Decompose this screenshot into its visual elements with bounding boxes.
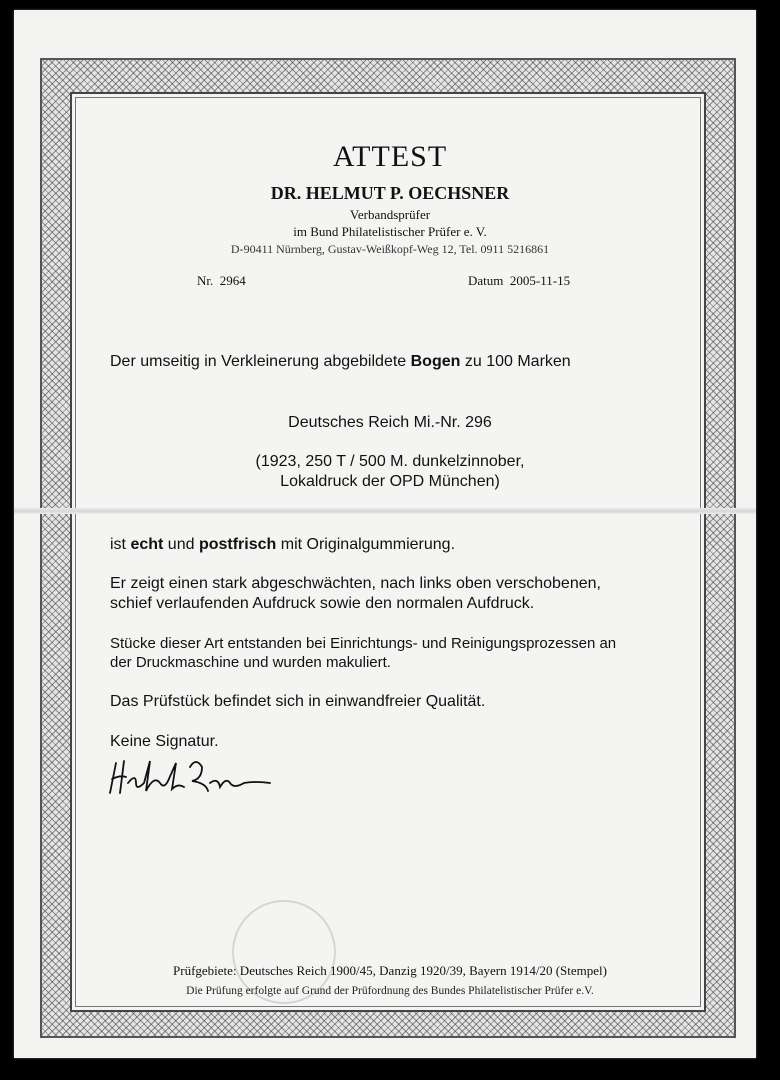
examination-rules: Die Prüfung erfolgte auf Grund der Prüfordnung des Bundes Philatelistischer Prüfer e.V. — [186, 985, 594, 997]
quality-statement: Das Prüfstück befindet sich in einwandfreier Qualität. — [110, 693, 486, 710]
stamp-catalog-number: Deutsches Reich Mi.-Nr. 296 — [288, 414, 492, 431]
datum-label: Datum — [468, 273, 504, 288]
certificate-date — [468, 273, 570, 289]
description-line-1: Er zeigt einen stark abgeschwächten, nach links oben verschobenen, — [110, 575, 601, 592]
paper-fold — [14, 508, 756, 514]
examination-scope: Prüfgebiete: Deutsches Reich 1900/45, Danzig 1920/39, Bayern 1914/20 (Stempel) — [173, 963, 607, 978]
examiner-association: im Bund Philatelistischer Prüfer e. V. — [293, 224, 487, 239]
origin-line-1: Stücke dieser Art entstanden bei Einrichtungs- und Reinigungsprozessen an — [110, 635, 617, 652]
examiner-address: D-90411 Nürnberg, Gustav-Weißkopf-Weg 12, Tel. 0911 5216861 — [230, 242, 550, 256]
origin-line-2: der Druckmaschine und wurden makuliert. — [110, 654, 391, 671]
datum-value: 2005-11-15 — [509, 273, 571, 288]
signature-note: Keine Signatur. — [110, 733, 219, 750]
handwritten-signature — [106, 753, 274, 799]
stamp-detail-2: Lokaldruck der OPD München) — [280, 473, 500, 490]
certificate-number — [197, 273, 246, 289]
examiner-role: Verbandsprüfer — [349, 207, 431, 222]
stamp-detail-1: (1923, 250 T / 500 M. dunkelzinnober, — [255, 453, 525, 470]
description-line-2: schief verlaufenden Aufdruck sowie den normalen Aufdruck. — [110, 595, 535, 612]
status-line: ist echt und postfrisch mit Originalgummierung. — [110, 536, 456, 553]
intro-line: Der umseitig in Verkleinerung abgebildete Bogen zu 100 Marken — [110, 353, 571, 370]
examiner-name: DR. HELMUT P. OECHSNER — [270, 183, 510, 203]
nr-value: 2964 — [219, 273, 246, 288]
document-title: ATTEST — [332, 140, 448, 173]
nr-label: Nr. — [197, 273, 214, 288]
